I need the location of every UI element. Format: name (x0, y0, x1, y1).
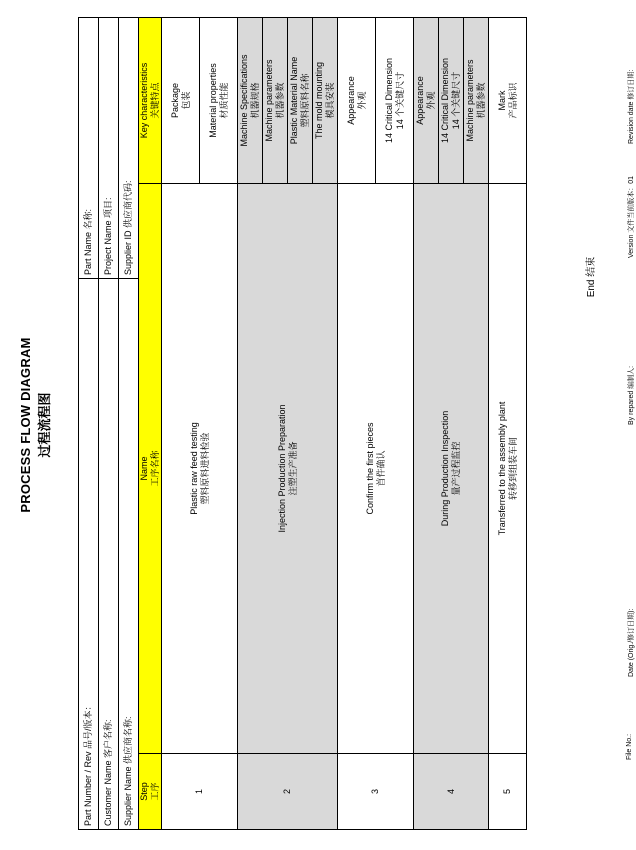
key-characteristic-english: 14 Critical Dimension (383, 57, 394, 144)
step-row (489, 17, 527, 829)
key-characteristic-english: Mark (496, 90, 507, 111)
header-row-customer (99, 17, 119, 829)
key-characteristic-english: Machine Specifications (239, 54, 249, 147)
key-characteristic (238, 17, 263, 183)
key-characteristic-chinese: 外观 (356, 91, 367, 110)
key-characteristic-english: Material properties (207, 63, 218, 138)
page-title-chinese: 过程流程图 (37, 392, 52, 458)
key-characteristic-chinese: 机器规格 (250, 82, 260, 119)
step-name (338, 184, 414, 754)
process-flow-table (78, 17, 527, 830)
key-characteristic-chinese: 材质性能 (218, 82, 229, 119)
header-row-part (79, 17, 99, 829)
project-name-label: Project Name 项目: (99, 17, 119, 278)
key-characteristic-chinese: 14 个关键尺寸 (394, 71, 405, 130)
step-row (162, 17, 200, 829)
step-name-english: During Production Inspection (440, 410, 450, 527)
file-number-label: File No.: (626, 733, 633, 760)
step-name-english: Injection Production Preparation (276, 404, 287, 533)
key-characteristic (489, 17, 527, 183)
key-characteristic-english: Appearance (345, 76, 356, 125)
prepared-by-label: By repared 编制人: (628, 365, 635, 425)
key-characteristic (263, 17, 288, 183)
step-number: 5 (489, 754, 527, 830)
key-characteristics-column-header: Key characteristics 关键特点 (139, 17, 162, 183)
step-row (338, 17, 376, 829)
key-characteristic-chinese: 产品标识 (507, 82, 518, 119)
supplier-name-value[interactable] (119, 279, 139, 554)
step-name (238, 184, 338, 754)
step-name-english: Transferred to the assembly plant (496, 401, 507, 536)
step-number: 2 (238, 754, 338, 830)
key-characteristic-english: 14 Critical Dimension (440, 57, 450, 144)
title-block (18, 0, 53, 850)
key-characteristic (162, 17, 200, 183)
column-header-row (139, 17, 162, 829)
key-characteristic (376, 17, 414, 183)
key-characteristic-english: Machine parameters (465, 59, 475, 142)
step-row (238, 17, 263, 829)
key-characteristic-english: Machine parameters (264, 59, 274, 142)
step-name (489, 184, 527, 754)
customer-name-label: Customer Name 客户名称: (99, 554, 119, 830)
key-characteristic (288, 17, 313, 183)
key-characteristic (313, 17, 338, 183)
version-label: Version 文件当前版本：01 (628, 175, 635, 258)
header-row-supplier (119, 17, 139, 829)
name-column-header: Name 工序名称 (139, 184, 162, 754)
step-name-chinese: 首件确认 (375, 450, 386, 487)
step-name-chinese: 塑料原料进料检验 (199, 432, 210, 505)
key-characteristic-chinese: 包装 (180, 91, 191, 110)
key-characteristic (439, 17, 464, 183)
step-number: 4 (414, 754, 489, 830)
step-name-chinese: 量产过程监控 (451, 441, 461, 496)
step-name-chinese: 转移到组装车间 (507, 437, 518, 501)
step-number: 1 (162, 754, 238, 830)
step-number: 3 (338, 754, 414, 830)
step-name (414, 184, 489, 754)
key-characteristic-chinese: 塑料原料名称 (300, 73, 310, 128)
revision-date-label: Revision date 修订日期: (628, 69, 635, 144)
key-characteristic-chinese: 机器参数 (275, 82, 285, 119)
step-column-header: Step 工序 (139, 754, 162, 830)
key-characteristic-english: Appearance (415, 76, 425, 125)
part-name-label: Part Name 名称: (79, 17, 99, 278)
supplier-name-label: Supplier Name 供应商名称: (119, 554, 139, 830)
key-characteristic (414, 17, 439, 183)
part-number-label: Part Number / Rev 品号/版本： (79, 554, 99, 830)
date-label: Date (Orig./修订日期): (628, 608, 635, 677)
step-name-english: Confirm the first pieces (364, 422, 375, 515)
key-characteristic (200, 17, 238, 183)
key-characteristic-chinese: 14 个关键尺寸 (451, 71, 461, 130)
key-characteristic (338, 17, 376, 183)
end-label: End 结束 (586, 256, 597, 298)
part-number-value[interactable] (79, 279, 99, 554)
key-characteristic-chinese: 模具安装 (325, 82, 335, 119)
key-characteristic (464, 17, 489, 183)
step-name-chinese: 注塑生产准备 (287, 441, 298, 496)
key-characteristic-english: Plastic Material Name (289, 56, 299, 145)
step-row (414, 17, 439, 829)
step-name-english: Plastic raw feed testing (188, 422, 199, 515)
step-name (162, 184, 238, 754)
key-characteristic-chinese: 机器参数 (476, 82, 486, 119)
key-characteristic-english: The mold mounting (314, 61, 324, 140)
key-characteristic-english: Package (169, 82, 180, 119)
key-characteristic-chinese: 外观 (426, 91, 436, 110)
page-title: PROCESS FLOW DIAGRAM (18, 337, 33, 513)
supplier-id-label: Supplier ID 供应商代码: (119, 17, 139, 278)
customer-name-value[interactable] (99, 279, 119, 554)
